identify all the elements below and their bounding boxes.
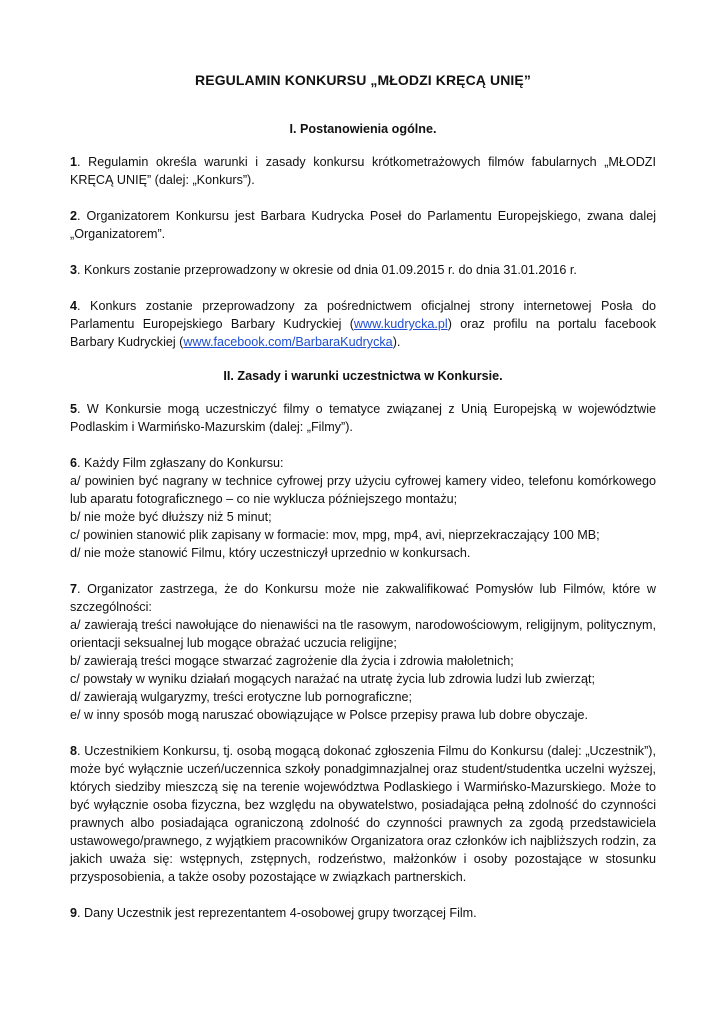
paragraph-5 [70,400,656,436]
document-page [70,72,656,940]
paragraph-number: 8 [70,744,78,758]
list-item: c/ powstały w wyniku działań mogących narażać na utratę życia lub zdrowia ludzi lub zwierząt; [70,672,595,686]
paragraph-3 [70,261,656,279]
list-item: d/ zawierają wulgaryzmy, treści erotyczne lub pornograficzne; [70,690,413,704]
list-item: a/ powinien być nagrany w technice cyfrowej przy użyciu cyfrowej kamery video, telefonu komórkowego lub aparatu fotograficznego – co nie wyklucza późniejszego montażu; [70,474,656,506]
document-title: REGULAMIN KONKURSU „MŁODZI KRĘCĄ UNIĘ” [195,72,531,88]
facebook-profile-link[interactable]: www.facebook.com/BarbaraKudrycka [183,335,393,349]
paragraph-1 [70,153,656,189]
paragraph-text: . Konkurs zostanie przeprowadzony w okresie od dnia 01.09.2015 r. do dnia 31.01.2016 r. [77,263,577,277]
list-item: d/ nie może stanowić Filmu, który uczestniczył uprzednio w konkursach. [70,546,471,560]
list-item: b/ zawierają treści mogące stwarzać zagrożenie dla życia i zdrowia małoletnich; [70,654,514,668]
paragraph-number: 4 [70,299,78,313]
paragraph-2 [70,207,656,243]
paragraph-8 [70,742,656,886]
paragraph-intro: . Każdy Film zgłaszany do Konkursu: [77,456,284,470]
paragraph-number: 2 [70,209,78,223]
paragraph-number: 3 [70,263,78,277]
paragraph-text: . Regulamin określa warunki i zasady konkursu krótkometrażowych filmów fabularnych „MŁODZI KRĘCĄ UNIĘ” (dalej: „Konkurs”). [70,155,656,187]
section-heading-2: II. Zasady i warunki uczestnictwa w Konkursie. [223,369,503,383]
list-item: c/ powinien stanowić plik zapisany w formacie: mov, mpg, mp4, avi, nieprzekraczający 100 MB; [70,528,600,542]
paragraph-text: . Uczestnikiem Konkursu, tj. osobą mogącą dokonać zgłoszenia Filmu do Konkursu (dalej: „Uczestnik”), może być wyłącznie uczeń/uczennica szkoły ponadgimnazjalnej oraz student/studentka uczelni wyższej, których siedziby mieszczą się na terenie województwa Podlaskiego i Warmińsko-Mazurskiego. Może to być wyłącznie osoba fizyczna, bez względu na obywatelstwo, posiadająca pełną zdolność do czynności prawnych albo posiadająca ograniczoną zdolność do czynności prawnych za zgodą przedstawiciela ustawowego/prawnego, z wyjątkiem pracowników Organizatora oraz członków ich najbliższych rodzin, za jakich uważa się: wstępnych, zstępnych, rodzeństwo, małżonków i osoby pozostające w stosunku przysposobienia, a także osoby pozostające w związkach partnerskich. [70,744,656,884]
paragraph-number: 9 [70,906,78,920]
paragraph-number: 5 [70,402,78,416]
list-item: a/ zawierają treści nawołujące do nienawiści na tle rasowym, narodowościowym, religijnym, politycznym, orientacji seksualnej lub mogące obrażać uczucia religijne; [70,618,656,650]
paragraph-text: . Konkurs zostanie przeprowadzony za pośrednictwem oficjalnej strony internetowej Posła do Parlamentu Europejskiego Barbary Kudryckiej ( [70,299,656,331]
paragraph-intro: . Organizator zastrzega, że do Konkursu może nie zakwalifikować Pomysłów lub Filmów, które w szczególności: [70,582,656,614]
paragraph-9 [70,904,656,922]
paragraph-text: . Organizatorem Konkursu jest Barbara Kudrycka Poseł do Parlamentu Europejskiego, zwana dalej „Organizatorem”. [70,209,656,241]
paragraph-number: 7 [70,582,78,596]
paragraph-text: . Dany Uczestnik jest reprezentantem 4-osobowej grupy tworzącej Film. [77,906,477,920]
paragraph-number: 6 [70,456,78,470]
paragraph-number: 1 [70,155,78,169]
list-item: e/ w inny sposób mogą naruszać obowiązujące w Polsce przepisy prawa lub dobre obyczaje. [70,708,589,722]
paragraph-4 [70,297,656,351]
paragraph-text: . W Konkursie mogą uczestniczyć filmy o tematyce związanej z Unią Europejską w województwie Podlaskim i Warmińsko-Mazurskim (dalej: „Filmy”). [70,402,656,434]
list-item: b/ nie może być dłuższy niż 5 minut; [70,510,272,524]
paragraph-text: ). [392,335,401,349]
paragraph-text: ) oraz profilu na portalu facebook Barbary Kudryckiej ( [70,317,656,349]
kudrycka-website-link[interactable]: www.kudrycka.pl [353,317,448,331]
section-heading-1: I. Postanowienia ogólne. [289,122,437,136]
paragraph-7 [70,580,656,724]
paragraph-6 [70,454,656,562]
